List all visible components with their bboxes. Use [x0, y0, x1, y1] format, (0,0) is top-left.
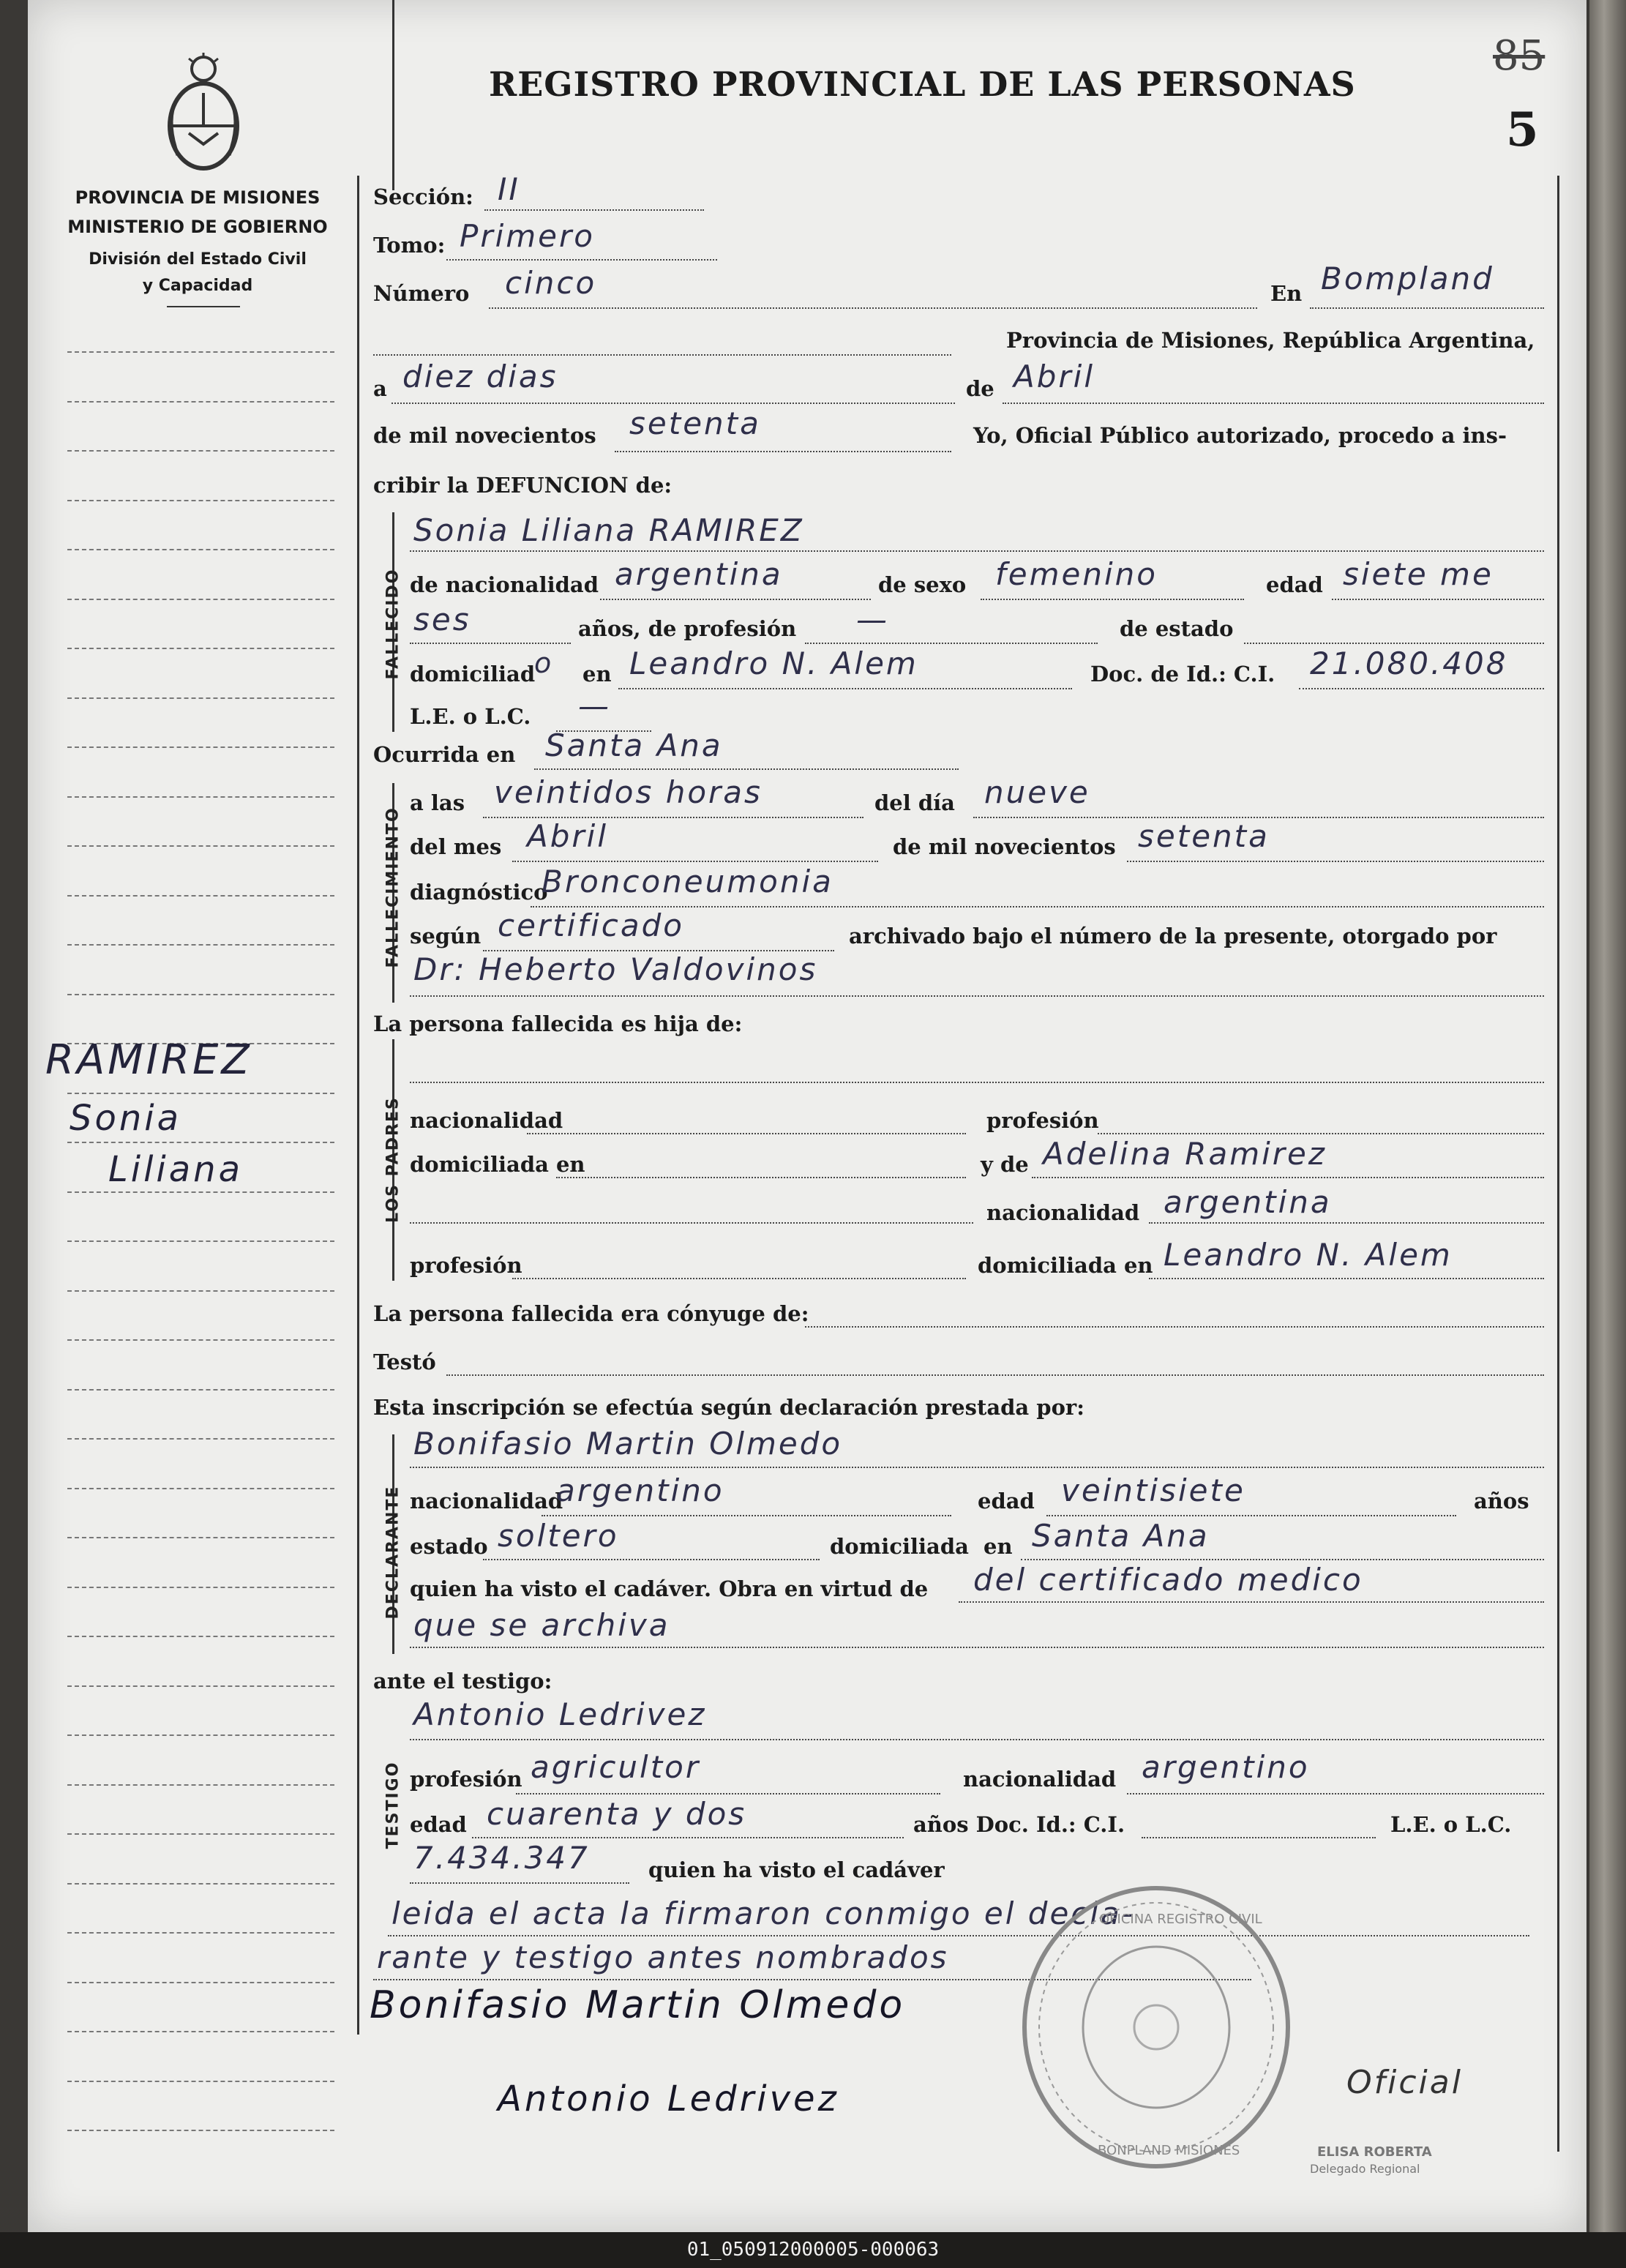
value-diagnostico: Bronconeumonia	[542, 864, 833, 899]
label-diagnostico: diagnóstico	[410, 880, 548, 905]
label-de-mil2: de mil novecientos	[893, 834, 1116, 859]
value-cierre2: rante y testigo antes nombrados	[377, 1939, 949, 1975]
page-title: REGISTRO PROVINCIAL DE LAS PERSONAS	[489, 64, 1356, 104]
stamp-text3: ELISA ROBERTA	[1317, 2144, 1432, 2160]
label-en2: en	[582, 662, 612, 686]
value-edad1: siete me	[1343, 556, 1494, 592]
side-label-declarante: DECLARANTE	[383, 1485, 402, 1620]
right-rule	[1557, 176, 1559, 2152]
value-testigo: Antonio Ledrivez	[413, 1696, 707, 1732]
label-domiciliad: domiciliad	[410, 662, 536, 686]
value-cierre1: leida el acta la firmaron conmigo el decla-	[391, 1895, 1135, 1931]
label-archivado: archivado bajo el número de la presente, otorgado por	[849, 924, 1497, 948]
value-medico: Dr: Heberto Valdovinos	[413, 951, 818, 987]
label-anos-doc: años Doc. Id.: C.I.	[913, 1812, 1125, 1837]
label-provincia-rep: Provincia de Misiones, República Argentina,	[1006, 328, 1535, 353]
stamp-text2: BONPLAND MISIONES	[1098, 2143, 1240, 2158]
label-test-profesion: profesión	[410, 1767, 522, 1792]
label-nacionalidad-de: de nacionalidad	[410, 572, 599, 597]
value-ci: 21.080.408	[1310, 645, 1508, 681]
signature-testigo: Antonio Ledrivez	[498, 2078, 839, 2119]
label-decl-anos: años	[1474, 1489, 1529, 1513]
stamp-text1: OFICINA REGISTRO CIVIL	[1099, 1912, 1262, 1927]
label-ocurrida-en: Ocurrida en	[373, 742, 516, 767]
label-segun: según	[410, 924, 482, 948]
label-le-o-lc: L.E. o L.C.	[1390, 1812, 1512, 1837]
label-y-de: y de	[981, 1152, 1029, 1177]
stamp-text4: Delegado Regional	[1310, 2162, 1420, 2176]
label-madre-domicilio: domiciliada en	[978, 1253, 1153, 1278]
margin-given1: Sonia	[70, 1098, 182, 1139]
label-testo: Testó	[373, 1350, 436, 1374]
label-de-mil: de mil novecientos	[373, 423, 596, 448]
value-decl-nacionalidad: argentino	[556, 1472, 724, 1508]
label-de: de	[966, 376, 994, 401]
value-test-nacionalidad: argentino	[1142, 1749, 1310, 1785]
label-oficial: Yo, Oficial Público autorizado, procedo a ins-	[973, 423, 1507, 448]
label-conyuge: La persona fallecida era cónyuge de:	[373, 1301, 809, 1326]
value-obra1: del certificado medico	[973, 1562, 1363, 1598]
value-mes-fallec: Abril	[527, 818, 608, 854]
value-domicilio-suffix: o	[534, 647, 554, 679]
value-decl-domicilio: Santa Ana	[1032, 1518, 1210, 1554]
value-nombre: Sonia Liliana RAMIREZ	[413, 512, 804, 548]
value-test-profesion: agricultor	[531, 1749, 701, 1785]
value-declarante: Bonifasio Martin Olmedo	[413, 1426, 843, 1462]
division-line1: División del Estado Civil	[89, 250, 307, 269]
ministry-name: MINISTERIO DE GOBIERNO	[67, 217, 328, 237]
value-dia-fallec: nueve	[984, 774, 1090, 810]
value-test-edad: cuarenta y dos	[487, 1796, 747, 1832]
value-seccion: II	[498, 171, 520, 207]
value-tomo: Primero	[460, 218, 595, 254]
label-del-mes: del mes	[410, 834, 502, 859]
label-decl-en: en	[984, 1534, 1013, 1559]
label-padre-nacionalidad: nacionalidad	[410, 1108, 563, 1133]
value-profesion: —	[856, 602, 889, 637]
side-label-testigo: TESTIGO	[383, 1761, 402, 1849]
signature-oficial: Oficial	[1346, 2064, 1463, 2101]
label-seccion: Sección:	[373, 184, 473, 209]
label-doc-id: Doc. de Id.: C.I.	[1090, 662, 1275, 686]
label-decl-domiciliada: domiciliada	[830, 1534, 969, 1559]
value-dia: diez dias	[402, 359, 558, 394]
value-numero: cinco	[505, 265, 597, 301]
label-inscripcion: Esta inscripción se efectúa según declaración prestada por:	[373, 1395, 1084, 1420]
value-anio: setenta	[629, 405, 761, 441]
label-en: En	[1270, 281, 1303, 306]
value-edad2: ses	[413, 602, 471, 637]
label-padre-profesion: profesión	[986, 1108, 1099, 1133]
label-decl-estado: estado	[410, 1534, 488, 1559]
value-le: —	[578, 688, 611, 724]
coat-of-arms-icon	[160, 53, 247, 177]
label-edad: edad	[1266, 572, 1323, 597]
value-decl-edad: veintisiete	[1061, 1472, 1245, 1508]
label-ante-testigo: ante el testigo:	[373, 1669, 552, 1693]
value-madre-nacionalidad: argentina	[1164, 1184, 1332, 1220]
side-label-fallecimiento: FALLECIMIENTO	[383, 806, 402, 968]
label-del-dia: del día	[874, 790, 955, 815]
label-hija-de: La persona fallecida es hija de:	[373, 1011, 743, 1036]
label-test-nacionalidad: nacionalidad	[963, 1767, 1117, 1792]
value-hora: veintidos horas	[494, 774, 763, 810]
value-sexo: femenino	[995, 556, 1158, 592]
header-underline	[167, 306, 240, 307]
label-le-lc: L.E. o L.C.	[410, 704, 531, 729]
image-id-footer: 01_050912000005-000063	[0, 2232, 1626, 2268]
margin-rule	[357, 176, 359, 2035]
label-quien-visto2: quien ha visto el cadáver	[648, 1857, 945, 1882]
label-padre-domicilio: domiciliada en	[410, 1152, 585, 1177]
label-madre-profesion: profesión	[410, 1253, 522, 1278]
value-test-ci: 7.434.347	[413, 1840, 590, 1876]
margin-given2: Liliana	[108, 1149, 243, 1190]
label-de-estado: de estado	[1120, 616, 1234, 641]
division-line2: y Capacidad	[142, 277, 253, 295]
value-nacionalidad: argentina	[615, 556, 783, 592]
value-en: Bompland	[1321, 261, 1494, 296]
label-numero: Número	[373, 281, 470, 306]
label-decl-edad: edad	[978, 1489, 1035, 1513]
side-label-padres: LOS PADRES	[383, 1096, 402, 1223]
page-number: 5	[1506, 102, 1539, 157]
value-mes: Abril	[1014, 359, 1095, 394]
label-cribir: cribir la DEFUNCION de:	[373, 473, 672, 498]
label-madre-nacionalidad: nacionalidad	[986, 1200, 1140, 1225]
book-binding	[1589, 0, 1626, 2232]
margin-surname: RAMIREZ	[45, 1036, 252, 1084]
value-madre: Adelina Ramirez	[1043, 1136, 1327, 1172]
value-domicilio: Leandro N. Alem	[629, 645, 918, 681]
page-number-crossed: 85	[1493, 32, 1546, 80]
side-label-fallecido: FALLECIDO	[383, 568, 402, 680]
signature-declarante: Bonifasio Martin Olmedo	[370, 1983, 906, 2027]
value-decl-estado: soltero	[498, 1518, 619, 1554]
value-segun: certificado	[498, 907, 684, 943]
label-anos-profesion: años, de profesión	[578, 616, 797, 641]
value-madre-domicilio: Leandro N. Alem	[1164, 1237, 1453, 1273]
label-tomo: Tomo:	[373, 233, 446, 258]
label-decl-nacionalidad: nacionalidad	[410, 1489, 563, 1513]
label-a-las: a las	[410, 790, 465, 815]
value-anio-fallec: setenta	[1138, 818, 1270, 854]
label-test-edad: edad	[410, 1812, 467, 1837]
label-a: a	[373, 376, 387, 401]
province-name: PROVINCIA DE MISIONES	[75, 187, 321, 208]
value-obra2: que se archiva	[413, 1607, 670, 1643]
label-sexo: de sexo	[878, 572, 967, 597]
value-ocurrida: Santa Ana	[545, 727, 723, 763]
label-quien-visto: quien ha visto el cadáver. Obra en virtud de	[410, 1576, 929, 1601]
